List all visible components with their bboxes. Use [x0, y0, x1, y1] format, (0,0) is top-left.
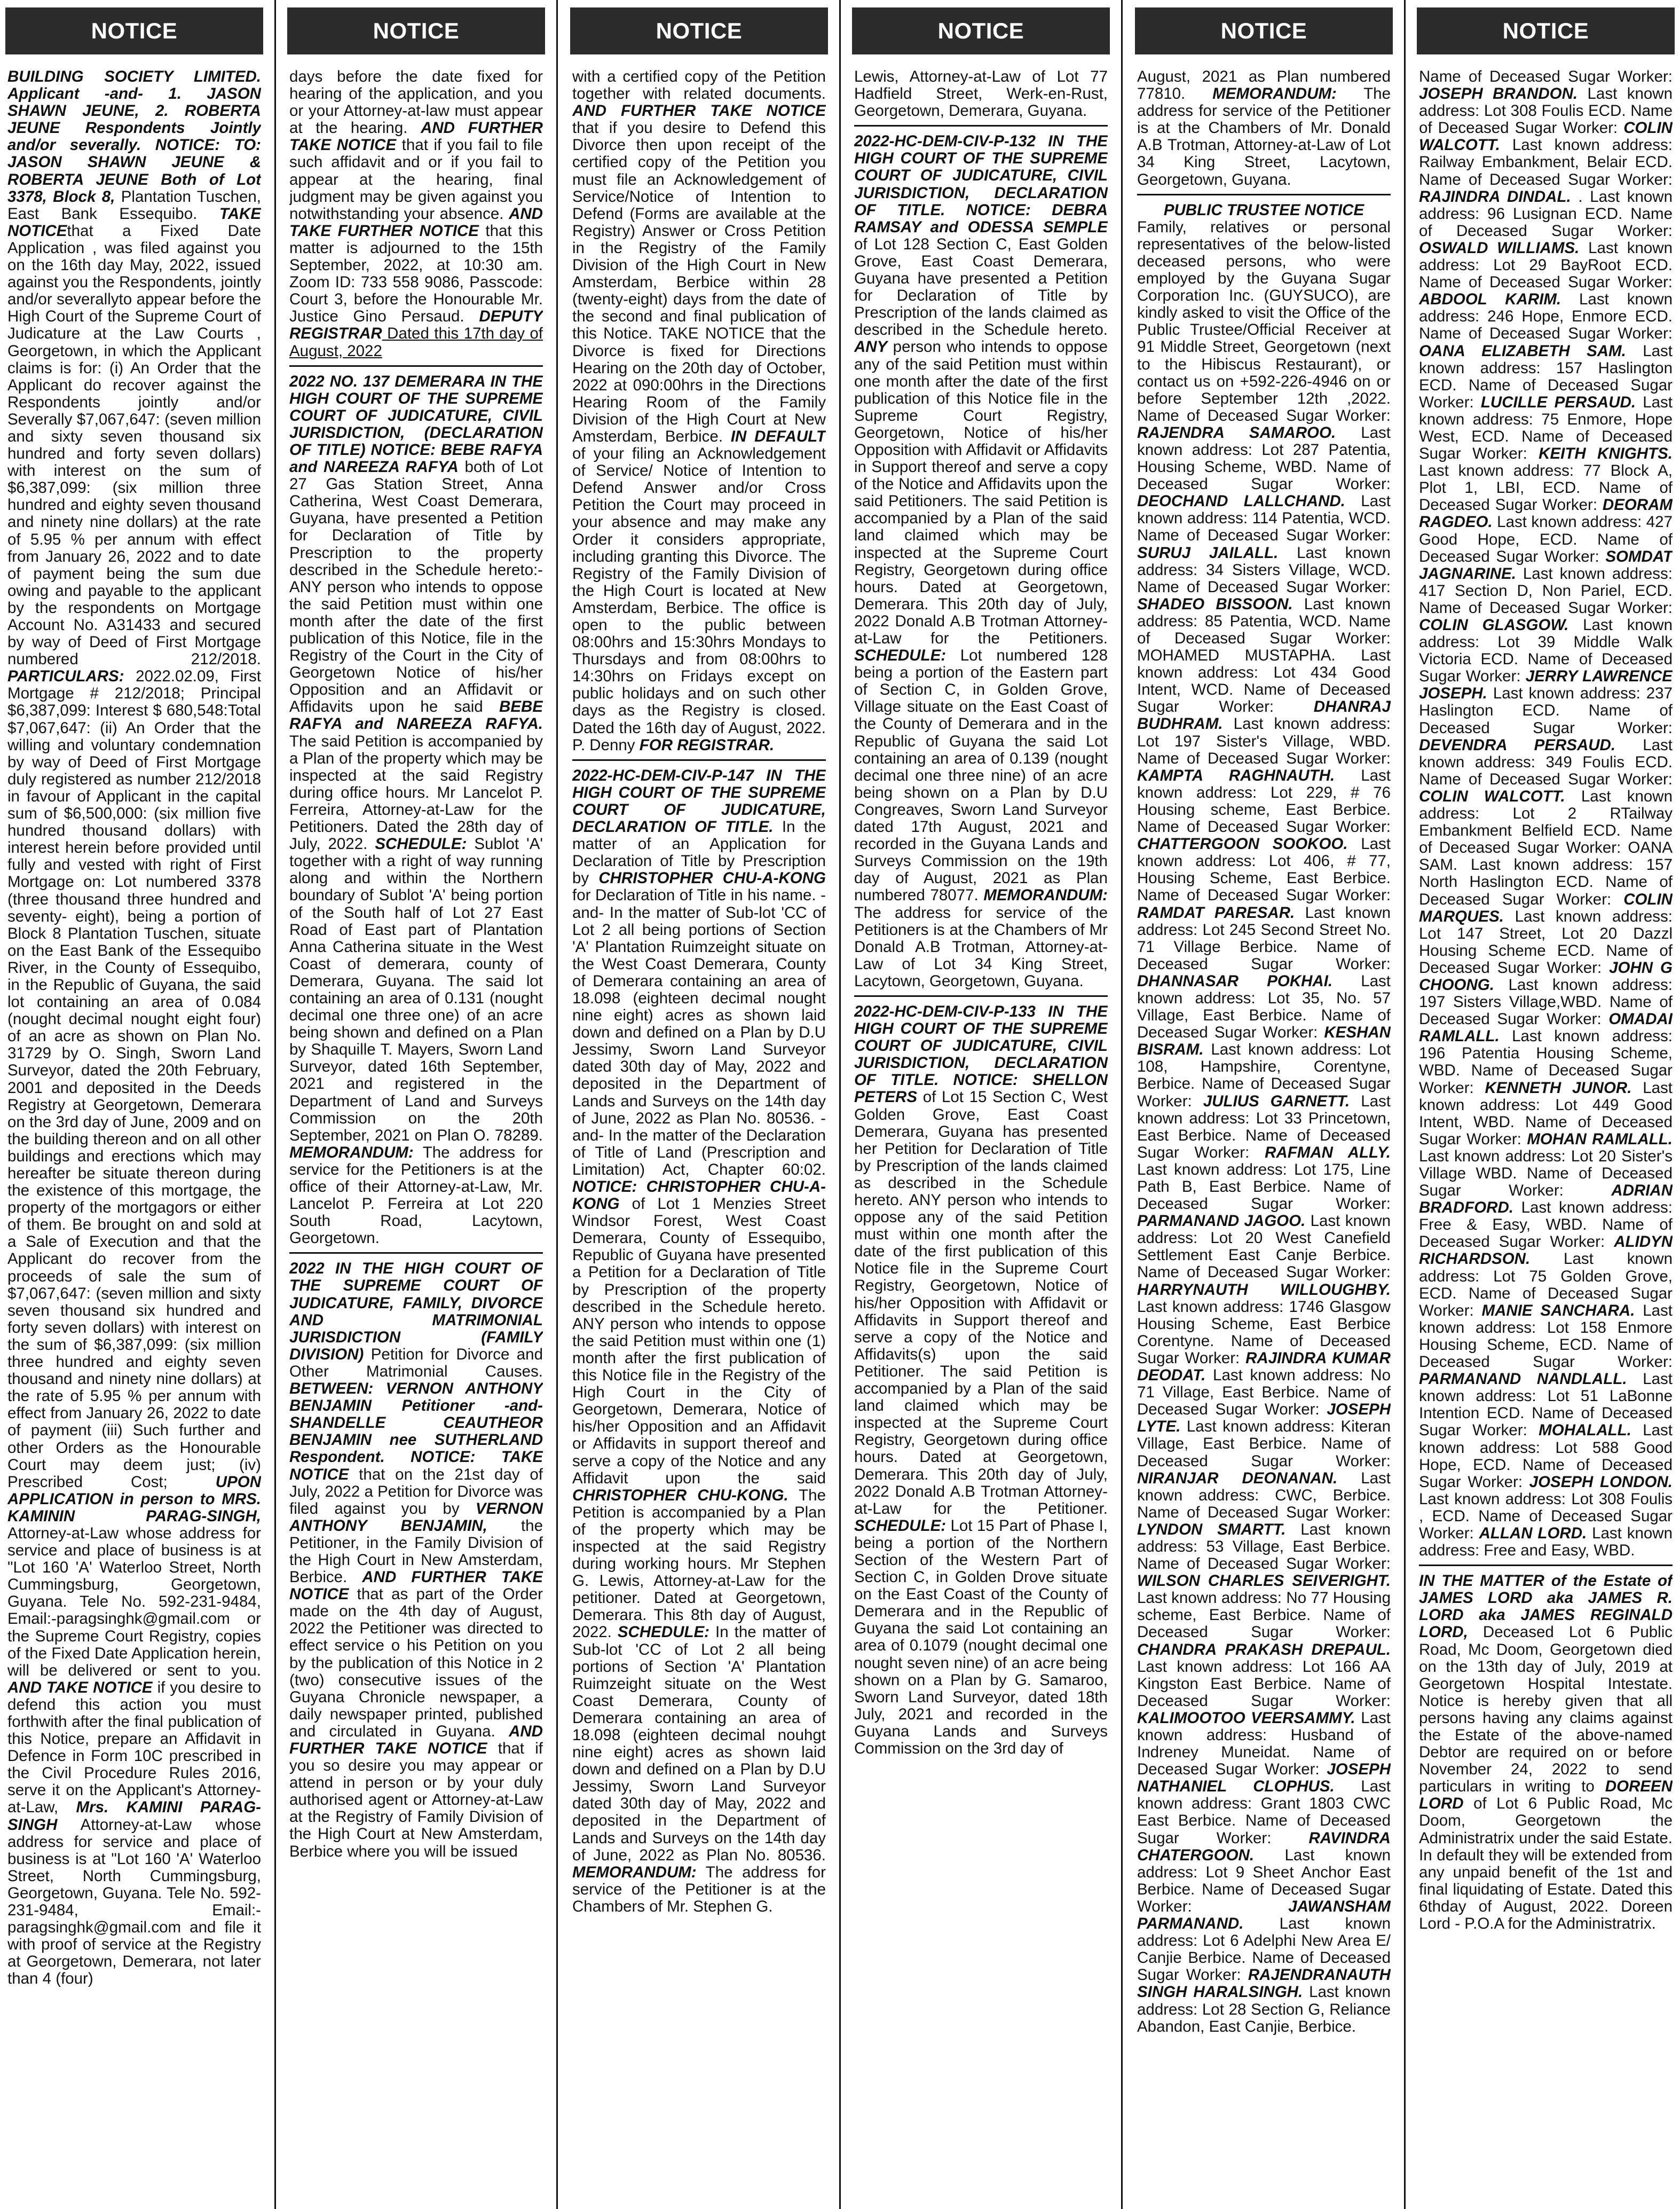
body-text: of Lot 15 Section C, West Golden Grove, East Coast Demerara, Guyana has presented her Petition for Declaration of Title by Prescription of the lands claimed as described in the Schedule hereto. ANY person who intends to oppose any of the said Petition must within one month after the date of the first publication of this Notice file in the Supreme Court Registry, Georgetown, Notice of his/her Opposition with Affidavit or Affidavits in Support thereof and serve a copy of the Notice and Affidavits(s) upon the said Petitioner. The said Petition is accompanied by a Plan of the said land claimed which may be inspected at the Supreme Court Registry, Georgetown during office hours. Dated at Georgetown, Demerara. This 20th day of July, 2022 Donald A.B Trotman Attorney-at-Law for the Petitioner. [854, 1088, 1108, 1518]
emphasis-text: RAJINDRA KUMAR DEODAT. [1137, 1349, 1391, 1385]
emphasis-text: AND TAKE FURTHER NOTICE [289, 205, 543, 240]
body-text: Last known address: 196 Patentia Housing Scheme, WBD. Name of Deceased Sugar Worker: [1419, 1027, 1673, 1097]
emphasis-text: LUCILLE PERSAUD. [1480, 393, 1636, 411]
body-text: Last known address: 75 Enmore, Hope West, ECD. Name of Deceased Sugar Worker: [1419, 393, 1673, 463]
emphasis-text: AND FURTHER TAKE NOTICE [289, 119, 543, 154]
body-text: Last known address: Free & Easy, WBD. Name of Deceased Sugar Worker: [1419, 1199, 1673, 1251]
notice-paragraph [289, 373, 543, 1247]
emphasis-text: KESHAN BISRAM. [1137, 1024, 1391, 1059]
body-text: that on the 21st day of July, 2022 a Petition for Divorce was filed against you by [289, 1465, 543, 1518]
emphasis-text: RAMDAT PARESAR. [1137, 903, 1295, 922]
emphasis-text: JOSEPH BRANDON. [1419, 85, 1578, 103]
emphasis-text: SCHEDULE: [617, 1623, 709, 1641]
body-text: Attorney-at-Law whose address for service and place of business is at "Lot 160 'A' Waterloo Street, North Cummingsburg, Georgetown, Guyana. Tele No. 592-231-9484, Email:-paragsinghk@gmail.com or the Supreme Court Registry, copies of the Fixed Date Application herein, will be delivered or sent to you. [7, 1524, 261, 1679]
emphasis-text: WILSON CHARLES SEIVERIGHT. [1137, 1572, 1391, 1590]
emphasis-text: PARMANAND JAGOO. [1137, 1212, 1306, 1230]
body-text: Last known address: Lot 6 Adelphi New Area E/ Canjie Berbice. Name of Deceased Sugar Worker: [1137, 1915, 1391, 1984]
body-text: Last known address: Lot 166 AA Kingston East Berbice. Name of Deceased Sugar Worker: [1137, 1657, 1391, 1710]
emphasis-text: UPON APPLICATION in person to MRS. KAMININ PARAG-SINGH, [7, 1473, 261, 1525]
notice-paragraph [1419, 68, 1673, 1559]
body-text: Dated this 17th day of August, 2022 [289, 325, 543, 360]
emphasis-text: SURUJ JAILALL. [1137, 544, 1279, 562]
body-text: Last known address: 427 Good Hope, ECD. Name of Deceased Sugar Worker: [1419, 513, 1673, 565]
notice-separator [854, 125, 1108, 127]
emphasis-text: AND TAKE NOTICE [7, 1678, 153, 1696]
notice-separator [572, 759, 826, 761]
body-text: both of Lot 27 Gas Station Street, Anna Catherina, West Coast Demerara, Guyana, have presented a Petition for Declaration of Title by Prescription to the property described in the Schedule hereto:- ANY person who intends to oppose the said Petition must within one month after the date of the first publication of this Notice, file in the Registry of the Court in the City of Georgetown Notice of his/her Opposition and an Affidavit or Affidavits upon he said [289, 458, 543, 716]
body-text: 2022.02.09, First Mortgage # 212/2018; Principal $6,387,099: Interest $ 680,548:Total $7,067,647: (ii) An Order that the willing and voluntary condemnation by way of Deed of First Mortgage duly registered as number 212/2018 in favour of Applicant in the capital sum of $6,500,000: (six million five hundred thousand dollars) with interest herein before provided until fully and vested with right of First Mortgage on: Lot numbered 3378 (three thousand three hundred and seventy- eight), being a portion of Block 8 Plantation Tuschen, situate on the East Bank of the Essequibo River, in the County of Essequibo, in the Republic of Guyana, the said lot containing an area of 0.084 (nought decimal nought eight four) of an acre as shown on Plan No. 31729 by O. Singh, Sworn Land Surveyor, dated the 20th February, 2001 and deposited in the Deeds Registry at Georgetown, Demerara on the 3rd day of June, 2009 and on the building thereon and on all other buildings and erections which may hereafter be situate thereon during the existence of this mortgage, the property of the mortgagors or either of them. Be brought on and sold at a Sale of Execution and that the Applicant do recover from the proceeds of sale the sum of $7,067,647: (seven million and sixty seven thousand six hundred and forty seven dollars) with interest on the sum of $6,387,099: (six million three hundred and eighty seven thousand and ninety nine dollars) at the rate of 5.95 % per annum with effect from January 26, 2022 to date of payment (iii) Such further and other Orders as the Honourable Court may deem just; (iv) Prescribed Cost; [7, 667, 261, 1491]
notice-separator [289, 365, 543, 367]
body-text: Lot numbered 128 being a portion of the Eastern part of Section C, in Golden Grove, Village situate on the East Coast of the County of Demerara and in the Republic of Guyana the said Lot containing an area of 0.139 (nought decimal one three nine) of an acre being shown on a Plan by D.U Congreaves, Sworn Land Surveyor dated 17th August, 2021 and recorded in the Guyana Lands and Surveys Commission on the 19th day of August, 2021 as Plan numbered 78077. [854, 647, 1108, 905]
emphasis-text: MEMORANDUM: [289, 1143, 414, 1161]
emphasis-text: DHANNASAR POKHAI. [1137, 972, 1333, 990]
column-header: NOTICE [1135, 7, 1393, 54]
emphasis-text: COLIN GLASGOW. [1419, 616, 1569, 634]
body-text: Last known address: Lot 28 Section G, Reliance Abandon, East Canjie, Berbice. [1137, 1983, 1391, 2035]
body-text: Last known address: Lot 51 LaBonne Intention ECD. Name of Deceased Sugar Worker: [1419, 1370, 1673, 1440]
emphasis-text: KAMPTA RAGHNAUTH. [1137, 766, 1335, 784]
emphasis-text: LYNDON SMARTT. [1137, 1520, 1286, 1538]
emphasis-text: COLIN MARQUES. [1419, 890, 1673, 925]
body-text: Last known address: Lot 108, Hampshire, Corentyne, Berbice. Name of Deceased Sugar Worker: [1137, 1041, 1391, 1110]
notice-paragraph [1419, 1573, 1673, 1932]
emphasis-text: TAKE NOTICE [7, 205, 261, 240]
notice-column-4 [847, 0, 1115, 2209]
body-text: that if you fail to file such affidavit and or if you fail to appear at the hearing, final judgment may be given against you notwithstanding your absence. [289, 136, 543, 223]
body-text: Last known address: Lot 245 Second Street No. 71 Village Berbice. Name of Deceased Sugar Worker: [1137, 903, 1391, 973]
body-text: Last known address: No 71 Village, East Berbice. Name of Deceased Sugar Worker: [1137, 1366, 1391, 1419]
body-text: Attorney-at-Law whose address for service and place of business is at "Lot 160 'A' Waterloo Street, North Cummingsburg, Georgetown, Guyana. Tele No. 592-231-9484, Email:-paragsinghk@gmail.com and file it with proof of service at the Registry at Georgetown, Demerara, not later than 4 (four) [7, 1815, 261, 1988]
emphasis-text: KENNETH JUNOR. [1485, 1079, 1632, 1097]
emphasis-text: JERRY LAWRENCE JOSEPH. [1419, 667, 1673, 703]
emphasis-text: OANA ELIZABETH SAM. [1419, 342, 1626, 360]
emphasis-text: RAJENDRA SAMAROO. [1137, 423, 1336, 442]
body-text: of your filing an Acknowledgement of Service/ Notice of Intention to Defend Answer and/or Cross Petition the Court may proceed in your absence and may make any Order it considers appropriate, including granting this Divorce. The Registry of the Family Division of the High Court is located at New Amsterdam, Berbice. The office is open to the public between 08:00hrs and 15:30hrs Mondays to Thursdays and from 08:00hrs to 14:30hrs on Fridays except on public holidays and on such other days as the Registry is closed. Dated the 16th day of August, 2022. P. Denny [572, 445, 826, 754]
emphasis-text: RAJENDRANAUTH SINGH HARALSINGH. [1137, 1966, 1391, 2001]
notice-separator [289, 1252, 543, 1254]
notice-paragraph [289, 68, 543, 360]
emphasis-text: SCHEDULE: [854, 1516, 947, 1535]
body-text: The address for service of the Petitioner is at the Chambers of Mr. Stephen G. [572, 1863, 826, 1915]
body-text: In the matter of an Application for Declaration of Title by Prescription by [572, 818, 826, 887]
body-text: Last known address: No 77 Housing scheme, East Berbice. Name of Deceased Sugar Worker: [1137, 1589, 1391, 1641]
emphasis-text: ABDOOL KARIM. [1419, 290, 1561, 309]
body-text: the Petitioner, in the Family Division of the High Court in New Amsterdam, Berbice. [289, 1516, 543, 1586]
emphasis-text: SCHEDULE: [854, 647, 947, 665]
body-text: Plantation Tuschen, East Bank Essequibo. [7, 187, 261, 223]
column-header: NOTICE [5, 7, 263, 54]
body-text: that this matter is adjourned to the 15th September, 2022, at 10:30 am. Zoom ID: 733 558 9086, Passcode: Court 3, before the Honourable Mr. Justice Gino Persaud. [289, 222, 543, 326]
body-text: Last known address: Lot 588 Good Hope, ECD. Name of Deceased Sugar Worker: [1419, 1421, 1673, 1491]
notice-column-6 [1411, 0, 1680, 2209]
body-text: days before the date fixed for hearing of the application, and you or your Attorney-at-law must appear at the hearing. [289, 68, 543, 137]
emphasis-text: MOHAN RAMLALL. [1527, 1130, 1673, 1148]
column-divider [1404, 0, 1406, 2209]
emphasis-text: JOSEPH NATHANIEL CLOPHUS. [1137, 1760, 1391, 1796]
emphasis-text: OMADAI RAMLALL. [1419, 1010, 1673, 1045]
emphasis-text: NOTICE: CHRISTOPHER CHU-A-KONG [572, 1178, 826, 1213]
body-text: Last known address: 114 Patentia, WCD. Name of Deceased Sugar Worker: [1137, 492, 1391, 545]
notice-paragraph [854, 1003, 1108, 1757]
notice-column-3 [565, 0, 833, 2209]
body-text: Last known address: Lot 158 Enmore Housing Scheme, ECD. Name of Deceased Sugar Worker: [1419, 1301, 1673, 1371]
emphasis-text: CHRISTOPHER CHU-A-KONG [598, 869, 826, 887]
notice-paragraph [289, 1260, 543, 1860]
body-text: . Last known address: 96 Lusignan ECD. Name of Deceased Sugar Worker: [1419, 187, 1673, 240]
column-divider [274, 0, 276, 2209]
emphasis-text: BEBE RAFYA and NAREEZA RAFYA. [289, 698, 543, 733]
body-text: Last known address: 349 Foulis ECD. Name of Deceased Sugar Worker: [1419, 736, 1673, 788]
emphasis-text: JOSEPH LYTE. [1137, 1401, 1391, 1436]
body-text: of Lot 1 Menzies Street Windsor Forest, West Coast Demerara, County of Essequibo, Republic of Guyana have presented a Petition for a Declaration of Title by Prescription of the property described in the Schedule hereto. ANY person who intends to oppose the said Petition must within one (1) month after the first publication of this Notice file in the Registry of the High Court in the City of Georgetown, Demerara, Notice of his/her Opposition and an Affidavit or Affidavits in support thereof and serve a copy of the Notice and any Affidavit upon the said [572, 1195, 826, 1487]
notice-separator [1419, 1565, 1673, 1566]
emphasis-text: AND FURTHER TAKE NOTICE [289, 1568, 543, 1603]
emphasis-text: BUILDING SOCIETY LIMITED. Applicant -and- 1. JASON SHAWN JEUNE, 2. ROBERTA JEUNE Respondents Jointly and/or severally. NOTICE: TO: JASON SHAWN JEUNE & ROBERTA JEUNE Both of Lot 3378, Block 8, [7, 68, 261, 206]
body-text: Last known address: Lot 20 Sister's Village WBD. Name of Deceased Sugar Worker: [1419, 1147, 1673, 1200]
emphasis-text: COLIN WALCOTT. [1419, 119, 1673, 154]
column-divider [556, 0, 558, 2209]
emphasis-text: Mrs. KAMINI PARAG-SINGH [7, 1798, 261, 1834]
emphasis-text: SHADEO BISSOON. [1137, 595, 1293, 613]
body-text: Last known address: Lot 39 Middle Walk Victoria ECD. Name of Deceased Sugar Worker: [1419, 616, 1673, 686]
emphasis-text: RAVINDRA CHATERGOON. [1137, 1829, 1391, 1864]
body-text: Last known address: 53 Village, East Berbice. Name of Deceased Sugar Worker: [1137, 1520, 1391, 1573]
body-text: Last known address: 157 Haslington ECD. Name of Deceased Sugar Worker: [1419, 342, 1673, 411]
column-body [1137, 68, 1391, 2204]
emphasis-text: DEVENDRA PERSAUD. [1419, 736, 1616, 754]
notice-paragraph [1137, 202, 1391, 2035]
body-text: Last known address: 77 Block A, Plot 1, LBI, ECD. Name of Deceased Sugar Worker: [1419, 462, 1673, 514]
notice-paragraph [572, 767, 826, 1915]
body-text: if you desire to defend this action you must forthwith after the final publication of this Notice, prepare an Affidavit in Defence in Form 10C prescribed in the Civil Procedure Rules 2016, serve it on the Applicant's Attorney-at-Law, [7, 1678, 261, 1817]
body-text: that if you desire to Defend this Divorce then upon receipt of the certified copy of the Petition you must file an Acknowledgement of Service/Notice of Intention to Defend (Forms are available at the Registry) Answer or Cross Petition in the Registry of the Family Division of the High Court in New Amsterdam, Berbice within 28 (twenty-eight) days from the date of the second and final publication of this Notice. TAKE NOTICE that the Divorce is fixed for Directions Hearing on the 20th day of October, 2022 at 090:00hrs in the Directions Hearing Room of the Family Division of the High Court at New Amsterdam, Berbice. [572, 119, 826, 445]
emphasis-text: RAJINDRA DINDAL. [1419, 187, 1571, 206]
emphasis-text: 2022-HC-DEM-CIV-P-133 IN THE HIGH COURT OF THE SUPREME COURT OF JUDICATURE, CIVIL JURISDICTION, DECLARATION OF TITLE. NOTICE: SHELLON PETERS [854, 1002, 1108, 1106]
emphasis-text: PARMANAND NANDLALL. [1419, 1370, 1627, 1388]
body-text: Last known address: Lot 308 Foulis , ECD. Name of Deceased Sugar Worker: [1419, 1490, 1673, 1542]
column-body [7, 68, 261, 2204]
notice-column-5 [1130, 0, 1398, 2209]
body-text: In the matter of Sub-lot 'CC of Lot 2 all being portions of Section 'A' Plantation Ruimzeight situate on the West Coast Demerara, County of Demerara containing an area of 18.098 (eighteen decimal nouhgt nine eight) acres as shown laid down and defined on a Plan by D.U Jessimy, Sworn Land Surveyor dated 30th day of May, 2022 and deposited in the Department of Lands and Surveys on the 14th day of June, 2022 as Plan No. 80536. [572, 1623, 826, 1864]
body-text: Last known address: 417 Section D, Non Pariel, ECD. Name of Deceased Sugar Worker: [1419, 564, 1673, 617]
body-text: August, 2021 as Plan numbered 77810. [1137, 68, 1391, 103]
column-body [854, 68, 1108, 2204]
emphasis-text: HARRYNAUTH WILLOUGHBY. [1137, 1280, 1391, 1299]
emphasis-text: MEMORANDUM: [1212, 85, 1337, 103]
column-body [572, 68, 826, 2204]
emphasis-text: 2022-HC-DEM-CIV-P-132 IN THE HIGH COURT OF THE SUPREME COURT OF JUDICATURE, CIVIL JURISDICTION, DECLARATION OF TITLE. NOTICE: DEBRA RAMSAY and ODESSA SEMPLE [854, 132, 1108, 236]
emphasis-text: JOSEPH LONDON. [1529, 1473, 1673, 1491]
body-text: Name of Deceased Sugar Worker: [1419, 68, 1673, 85]
emphasis-text: OSWALD WILLIAMS. [1419, 239, 1580, 257]
body-text: Last known address: Kiteran Village, East Berbice. Name of Deceased Sugar Worker: [1137, 1418, 1391, 1470]
emphasis-text: 2022-HC-DEM-CIV-P-147 IN THE HIGH COURT OF THE SUPREME COURT OF JUDICATURE, DECLARATION OF TITLE. [572, 766, 826, 836]
emphasis-text: MEMORANDUM: [572, 1863, 697, 1881]
emphasis-text: BETWEEN: VERNON ANTHONY BENJAMIN Petitioner -and- SHANDELLE CEAUTHEOR BENJAMIN nee SUTHERLAND Respondent. NOTICE: TAKE NOTICE [289, 1380, 543, 1483]
emphasis-text: KALIMOOTOO VEERSAMMY. [1137, 1709, 1355, 1727]
emphasis-text: ALLAN LORD. [1479, 1524, 1587, 1542]
column-header: NOTICE [852, 7, 1110, 54]
notice-paragraph [854, 68, 1108, 120]
column-header: NOTICE [570, 7, 828, 54]
emphasis-text: DHANRAJ BUDHRAM. [1137, 698, 1391, 733]
body-text: Last known address: Lot 33 Princetown, East Berbice. Name of Deceased Sugar Worker: [1137, 1092, 1391, 1161]
emphasis-text: MANIE SANCHARA. [1481, 1301, 1635, 1319]
body-text: Last known address: Lot 406, # 77, Housing Scheme, East Berbice. Name of Deceased Sugar Worker: [1137, 835, 1391, 905]
body-text: Last known address: 34 Sisters Village, WCD. Name of Deceased Sugar Worker: [1137, 544, 1391, 596]
body-text: Last known address: Lot 308 Foulis ECD. Name of Deceased Sugar Worker: [1419, 85, 1673, 137]
emphasis-text: CHRISTOPHER CHU-KONG. [572, 1486, 788, 1504]
body-text: of Lot 128 Section C, East Golden Grove, East Coast Demerara, Guyana have presented a Petition for Declaration of Title by Prescription of the lands claimed as described in the Schedule hereto. [854, 235, 1108, 339]
notice-column-2 [282, 0, 550, 2209]
body-text: of Lot 6 Public Road, Mc Doom, Georgetown the Administratrix under the said Estate. In default they will be extended from any unpaid benefit of the 1st and final liquidating of Estate. Dated this 6thday of August, 2022. Doreen Lord - P.O.A for the Administratrix. [1419, 1795, 1673, 1933]
body-text: Last known address: Lot 2 RTailway Embankment Belfield ECD. Name of Deceased Sugar Worker: OANA SAM. Last known address: 157 North Haslington ECD. Name of Deceased Sugar Worker: [1419, 787, 1673, 908]
emphasis-text: SCHEDULE: [375, 835, 467, 853]
emphasis-text: CHATTERGOON SOOKOO. [1137, 835, 1348, 853]
notice-paragraph [572, 68, 826, 754]
body-text: person who intends to oppose any of the said Petition must within one month after the date of the first publication of this Notice file in the Supreme Court Registry, Georgetown, Notice of his/her Opposition with Affidavit or Affidavits in Support thereof and serve a copy of the Notice and Affidavits upon the said Petitioners. The said Petition is accompanied by a Plan of the said land claimed which may be inspected at the Supreme Court Registry, Georgetown during office hours. Dated at Georgetown, Demerara. This 20th day of July, 2022 Donald A.B Trotman Attorney-at-Law for the Petitioners. [854, 338, 1108, 647]
body-text: Last known address: 197 Sisters Village,WBD. Name of Deceased Sugar Worker: [1419, 976, 1673, 1028]
column-body [1419, 68, 1673, 2204]
body-text: Petition for Divorce and Other Matrimonial Causes. [289, 1345, 543, 1380]
emphasis-text: DOREEN LORD [1419, 1778, 1673, 1813]
notice-paragraph [1137, 68, 1391, 188]
body-text: Last known address: Lot 29 BayRoot ECD. Name of Deceased Sugar Worker: [1419, 239, 1673, 292]
body-text: The address for service of the Petitioner is at the Chambers of Mr. Donald A.B Trotman, Attorney-at-Law of Lot 34 King Street, Lacytown, Georgetown, Guyana. [1137, 85, 1391, 188]
body-text: for Declaration of Title in his name. -and- In the matter of Sub-lot 'CC of Lot 2 all being portions of Section 'A' Plantation Ruimzeight situate on the West Coast Demerara, County of Demerara containing an area of 18.098 (eighteen decimal nought nine eight) acres as shown laid down and defined on a Plan by D.U Jessimy, Sworn Land Surveyor dated 30th day of May, 2022 and deposited in the Department of Lands and Surveys on the 14th day of June, 2022 as Plan No. 80536. -and- In the matter of the Declaration of Title of Land (Prescription and Limitation) Act, Chapter 60:02. [572, 886, 826, 1178]
body-text: Last known address: 246 Hope, Enmore ECD. Name of Deceased Sugar Worker: [1419, 290, 1673, 343]
body-text: The address for service of the Petitioners is at the Chambers of Mr Donald A.B Trotman, Attorney-at-Law of Lot 34 King Street, Lacytown, Georgetown, Guyana. [854, 903, 1108, 990]
body-text: Last known address: Lot 175, Line Path B, East Berbice. Name of Deceased Sugar Worker: [1137, 1160, 1391, 1213]
emphasis-text: DEPUTY REGISTRAR [289, 308, 543, 343]
notice-separator [854, 995, 1108, 997]
emphasis-text: AND FURTHER TAKE NOTICE [572, 102, 826, 120]
body-text: Last known address: Lot 287 Patentia, Housing Scheme, WBD. Name of Deceased Sugar Worker: [1137, 423, 1391, 493]
notice-column-1 [0, 0, 269, 2209]
emphasis-text: CHANDRA PRAKASH DREPAUL. [1137, 1640, 1391, 1658]
body-text: that as part of the Order made on the 4th day of August, 2022 the Petitioner was directed to effect service o his Petition on you by the publication of this Notice in 2 (two) consecutive issues of the Guyana Chronicle newspaper, a daily newspaper printed, published and circulated in Guyana. [289, 1585, 543, 1740]
body-text: Lewis, Attorney-at-Law of Lot 77 Hadfield Street, Werk-en-Rust, Georgetown, Demerara, Guyana. [854, 68, 1108, 120]
body-text: Last known address: Lot 75 Golden Grove, ECD. Name of Deceased Sugar Worker: [1419, 1250, 1673, 1319]
emphasis-text: ADRIAN BRADFORD. [1419, 1182, 1673, 1217]
body-text: that if you so desire you may appear or attend in person or by your duly authorised agent or Attorney-at-Law at the Registry of Family Division of the High Court at New Amsterdam, Berbice where you will be issued [289, 1740, 543, 1860]
emphasis-text: NIRANJAR DEONANAN. [1137, 1469, 1338, 1487]
emphasis-text: IN THE MATTER of the Estate of JAMES LORD aka JAMES R. LORD aka JAMES REGINALD LORD, [1419, 1572, 1673, 1641]
body-text: The address for service for the Petitioners is at the office of their Attorney-at-Law, Mr. Lancelot P. Ferreira at Lot 220 South Road, Lacytown, Georgetown. [289, 1143, 543, 1247]
emphasis-text: COLIN WALCOTT. [1419, 787, 1565, 805]
body-text: Last known address: Lot 35, No. 57 Village, East Berbice. Name of Deceased Sugar Worker: [1137, 972, 1391, 1042]
emphasis-text: DEOCHAND LALLCHAND. [1137, 492, 1345, 510]
body-text: Family, relatives or personal representatives of the below-listed deceased persons, who were employed by the Guyana Sugar Corporation Inc. (GUYSUCO), are kindly asked to visit the Office of the Public Trustee/Official Receiver at 91 Middle Street, Georgetown (next to the Hibiscus Restaurant), or contact us on +592-226-4946 on or before September 12th ,2022. Name of Deceased Sugar Worker: [1137, 218, 1391, 424]
column-divider [839, 0, 841, 2209]
body-text: with a certified copy of the Petition together with related documents. [572, 68, 826, 103]
body-text: Last known address: Lot 147 Street, Lot 20 Dazzl Housing Scheme ECD. Name of Deceased Sugar Worker: [1419, 907, 1673, 977]
body-text: Lot 15 Part of Phase I, being a portion of the Northern Section of the Western Part of Section C, in Golden Drove situate on the East Coast of the County of Demerara and in the Republic of Guyana the said Lot containing an area of 0.1079 (nought decimal one nought seven nine) of an acre being shown on a Plan by G. Samaroo, Sworn Land Surveyor, dated 18th July, 2021 and recorded in the Guyana Lands and Surveys Commission on the 3rd day of [854, 1516, 1108, 1757]
emphasis-text: 2022 NO. 137 DEMERARA IN THE HIGH COURT OF THE SUPREME COURT OF JUDICATURE, CIVIL JURISDICTION, (DECLARATION OF TITLE) NOTICE: BEBE RAFYA and NAREEZA RAFYA [289, 372, 543, 476]
body-text: Last known address: Lot 9 Sheet Anchor East Berbice. Name of Deceased Sugar Worker: [1137, 1846, 1391, 1915]
emphasis-text: RAFMAN ALLY. [1265, 1143, 1391, 1161]
emphasis-text: 2022 IN THE HIGH COURT OF THE SUPREME COURT OF JUDICATURE, FAMILY, DIVORCE AND MATRIMONIAL JURISDICTION (FAMILY DIVISION) [289, 1260, 543, 1363]
emphasis-text: MOHALALL. [1539, 1421, 1631, 1440]
emphasis-text: MEMORANDUM: [983, 886, 1108, 905]
body-text: Last known address: Husband of Indreney Muneidat. Name of Deceased Sugar Worker: [1137, 1709, 1391, 1779]
body-text: The Petition is accompanied by a Plan of the property which may be inspected at the said Registry during working hours. Mr Stephen G. Lewis, Attorney-at-Law for the petitioner. Dated at Georgetown, Demerara. This 8th day of August, 2022. [572, 1486, 826, 1641]
emphasis-text: JAWANSHAM PARMANAND. [1137, 1897, 1391, 1933]
column-header: NOTICE [287, 7, 545, 54]
emphasis-text: FOR REGISTRAR. [639, 736, 775, 754]
emphasis-text: ANY [854, 338, 888, 356]
body-text: Last known address: Grant 1803 CWC East Berbice. Name of Deceased Sugar Worker: [1137, 1778, 1391, 1847]
emphasis-text: JOHN G CHOONG. [1419, 958, 1673, 994]
body-text: Last known address: 85 Patentia, WCD. Name of Deceased Sugar Worker: MOHAMED MUSTAPHA. Last known address: Lot 434 Good Intent, WCD. Name of Deceased Sugar Worker: [1137, 595, 1391, 716]
body-text: Last known address: 1746 Glasgow Housing Scheme, East Berbice Corentyne. Name of Deceased Sugar Worker: [1137, 1298, 1391, 1367]
body-text: Last known address: Lot 20 West Canefield Settlement East Canje Berbice. Name of Deceased Sugar Worker: [1137, 1212, 1391, 1282]
body-text: Last known address: Railway Embankment, Belair ECD. Name of Deceased Sugar Worker: [1419, 136, 1673, 188]
column-divider [1121, 0, 1123, 2209]
body-text: Last known address: Lot 449 Good Intent, WBD. Name of Deceased Sugar Worker: [1419, 1079, 1673, 1148]
body-text: Last known address: CWC, Berbice. Name of Deceased Sugar Worker: [1137, 1469, 1391, 1521]
body-text: Last known address: Lot 197 Sister's Village, WBD. Name of Deceased Sugar Worker: [1137, 715, 1391, 767]
emphasis-text: PARTICULARS: [7, 667, 124, 686]
body-text: Deceased Lot 6 Public Road, Mc Doom, Georgetown died on the 13th day of July, 2019 at Georgetown Hospital Intestate. Notice is hereby given that all persons having any claims against the Estate of the above-named Debtor are required on or before November 24, 2022 to send particulars in writing to [1419, 1623, 1673, 1796]
emphasis-text: JULIUS GARNETT. [1203, 1092, 1350, 1110]
column-body [289, 68, 543, 2204]
emphasis-text: DEORAM RAGDEO. [1419, 496, 1673, 531]
body-text: Sublot 'A' together with a right of way running along and within the Northern boundary of Sublot 'A' being portion of the South half of Lot 27 East Road of East part of Plantation Anna Catherina situate in the West Coast of demerara, county of Demerara, Guyana. The said lot containing an area of 0.131 (nought decimal one three one) of an acre being shown and defined on a Plan by Shaquille T. Mayers, Sworn Land Surveyor, dated 16th September, 2021 and registered in the Department of Land and Surveys Commission on the 20th September, 2021 on Plan O. 78289. [289, 835, 543, 1144]
emphasis-text: AND FURTHER TAKE NOTICE [289, 1722, 543, 1757]
notice-separator [1137, 194, 1391, 195]
notice-paragraph [7, 68, 261, 1988]
emphasis-text: PUBLIC TRUSTEE NOTICE [1163, 201, 1364, 219]
body-text: Last known address: Lot 229, # 76 Housing scheme, East Berbice. Name of Deceased Sugar Worker: [1137, 766, 1391, 836]
body-text: Last known address: 237 Haslington ECD. Name of Deceased Sugar Worker: [1419, 685, 1673, 737]
emphasis-text: IN DEFAULT [730, 427, 826, 445]
emphasis-text: ALIDYN RICHARDSON. [1419, 1233, 1673, 1268]
body-text: The said Petition is accompanied by a Plan of the property which may be inspected at the said Registry during office hours. Mr Lancelot P. Ferreira, Attorney-at-Law for the Petitioners. Dated the 28th day of July, 2022. [289, 732, 543, 853]
body-text: that a Fixed Date Application , was filed against you on the 16th day May, 2022, issued against you the Respondents, jointly and/or severallyto appear before the High Court of the Supreme Court of Judicature at the Law Courts , Georgetown, in which the Applicant claims is for: (i) An Order that the Applicant do recover against the Respondents jointly and/or Severally $7,067,647: (seven million and sixty seven thousand six hundred and forty seven dollars) with interest on the sum of $6,387,099: (six million three hundred and eighty seven thousand and ninety nine dollars) at the rate of 5.95 % per annum with effect from January 26, 2022 and to date of payment being the sum due owing and payable to the applicant by the respondents on Mortgage Account No. A31433 and secured by way of Deed of First Mortgage numbered 212/2018. [7, 222, 261, 669]
column-header: NOTICE [1417, 7, 1675, 54]
emphasis-text: SOMDAT JAGNARINE. [1419, 547, 1673, 583]
emphasis-text: VERNON ANTHONY BENJAMIN, [289, 1499, 543, 1535]
notice-paragraph [854, 133, 1108, 990]
emphasis-text: KEITH KNIGHTS. [1539, 445, 1673, 463]
body-text: Last known address: Free and Easy, WBD. [1419, 1524, 1673, 1560]
